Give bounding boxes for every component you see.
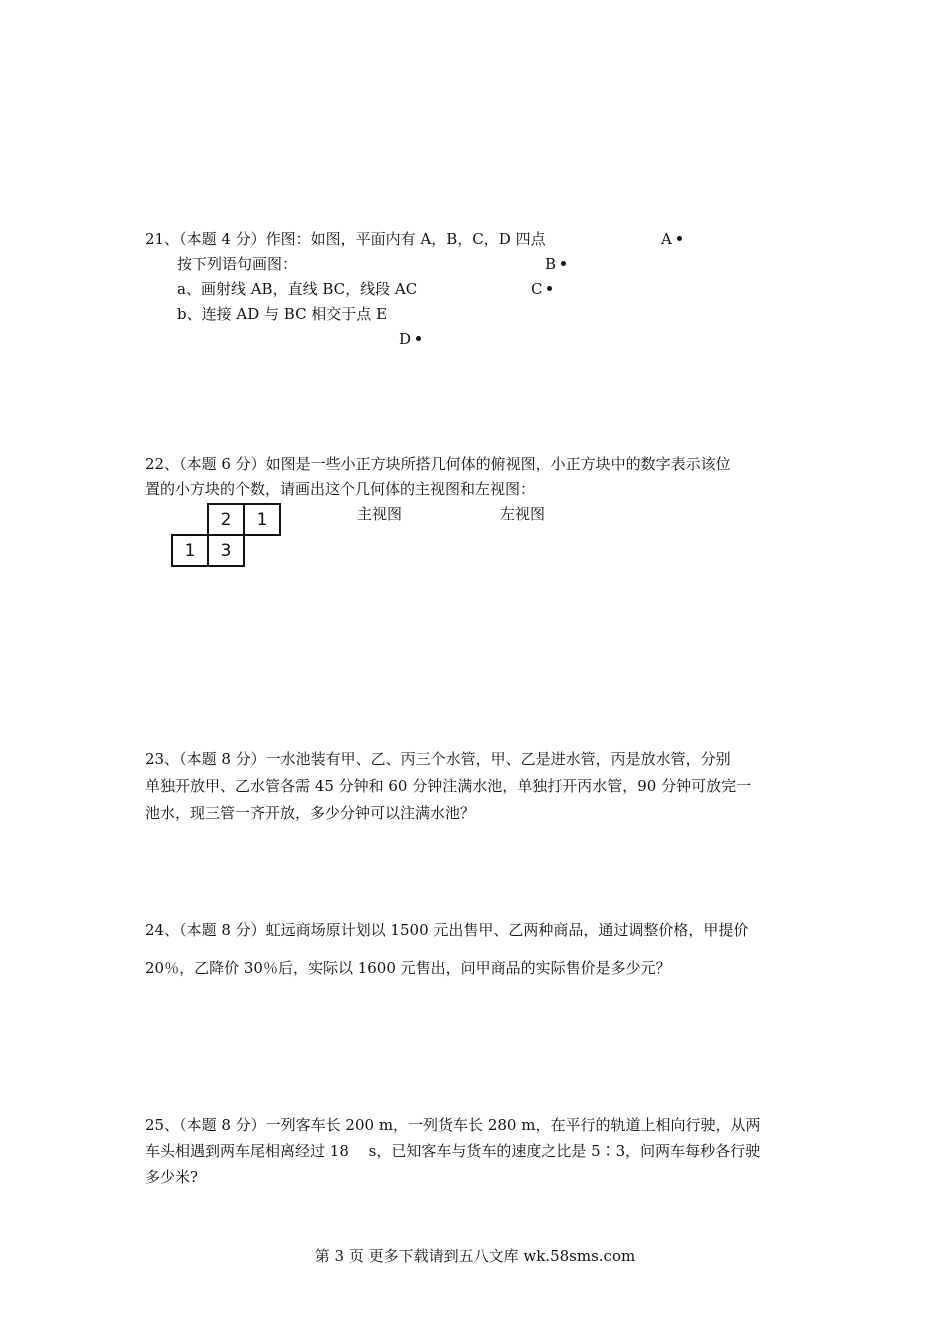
q25-line2: 车头相遇到两车尾相离经过 18 s，已知客车与货车的速度之比是 5∶3，问两车每秒各行驶 (145, 1142, 761, 1160)
q25-line1: 25、（本题 8 分）一列客车长 200 m，一列货车长 280 m，在平行的轨道上相向行驶，从两 (145, 1116, 761, 1134)
q24-line1: 24、（本题 8 分）虹远商场原计划以 1500 元出售甲、乙两种商品，通过调整价格，甲提价 (145, 921, 749, 939)
point-d-dot (416, 336, 421, 341)
point-a-dot (677, 236, 682, 241)
point-b-dot (561, 261, 566, 266)
q25-line3: 多少米? (145, 1168, 199, 1186)
q23-line1: 23、（本题 8 分）一水池装有甲、乙、丙三个水管，甲、乙是进水管，丙是放水管，分别 (145, 750, 731, 768)
point-c: C (531, 279, 552, 299)
q23-line3: 池水，现三管一齐开放，多少分钟可以注满水池？ (145, 804, 476, 822)
front-view-label: 主视图 (357, 505, 403, 523)
q21-line4: b、连接 AD 与 BC 相交于点 E (177, 305, 388, 323)
q21-line2: 按下列语句画图： (177, 255, 298, 273)
grid-cell-bottom-mid: 3 (207, 534, 245, 567)
q24-line2: 20％，乙降价 30％后，实际以 1600 元售出，问甲商品的实际售价是多少元？ (145, 959, 671, 977)
grid-cell-top-left: 2 (207, 503, 245, 536)
q23-line2: 单独开放甲、乙水管各需 45 分钟和 60 分钟注满水池，单独打开丙水管，90 分钟可放完一 (145, 777, 752, 795)
point-c-dot (547, 286, 552, 291)
grid-cell-top-right: 1 (243, 503, 281, 536)
q22-line1: 22、（本题 6 分）如图是一些小正方块所搭几何体的俯视图，小正方块中的数字表示该位 (145, 455, 731, 473)
page-footer: 第 3 页 更多下载请到五八文库 wk.58sms.com (314, 1247, 636, 1265)
point-d: D (399, 329, 421, 349)
point-a: A (661, 229, 682, 249)
q22-line2: 置的小方块的个数，请画出这个几何体的主视图和左视图： (145, 480, 536, 498)
q21-line1: 21、（本题 4 分）作图：如图，平面内有 A，B，C，D 四点 (145, 230, 546, 248)
grid-cell-bottom-left: 1 (171, 534, 209, 567)
q21-line3: a、画射线 AB，直线 BC，线段 AC (177, 280, 418, 298)
point-b: B (545, 254, 566, 274)
side-view-label: 左视图 (500, 505, 546, 523)
